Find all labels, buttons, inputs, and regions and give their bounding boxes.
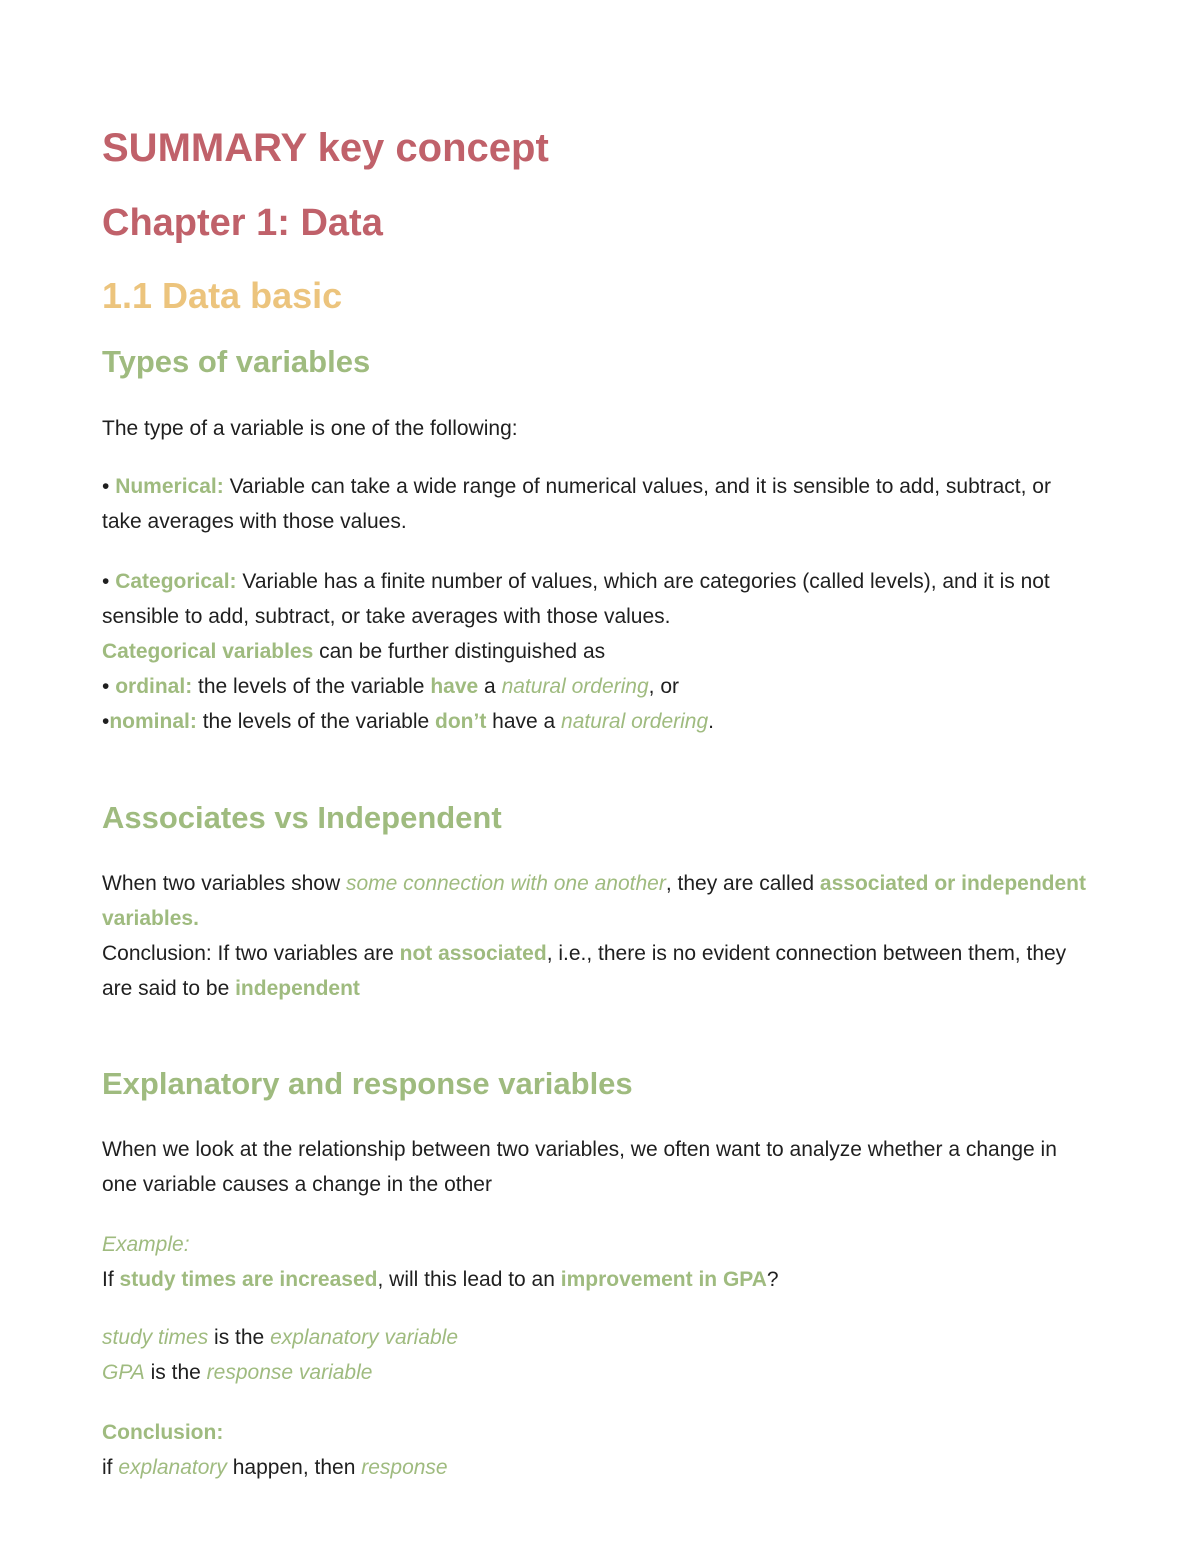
assoc-text: , they are called [665, 872, 820, 895]
nominal-text: . [708, 710, 714, 733]
conclusion-text: happen, then [226, 1456, 362, 1479]
assoc-paragraph [102, 866, 1092, 1006]
nominal-italic: natural ordering [561, 710, 709, 733]
question-text: If [102, 1268, 120, 1291]
conclusion-text: , i.e., there is no evident connection between them, they are said to be [102, 942, 1067, 1000]
ordinal-italic: natural ordering [501, 675, 649, 698]
numerical-text: Variable can take a wide range of numerical values, and it is sensible to add, subtract, or take averages with those values. [102, 475, 1051, 533]
assoc-italic: some connection with one another [345, 872, 666, 895]
assoc-text: When two variables show [102, 872, 346, 895]
nominal-text: have a [486, 710, 562, 733]
types-heading: Types of variables [102, 344, 371, 379]
document-title: SUMMARY key concept [102, 126, 549, 170]
study-times-italic: study times [102, 1326, 209, 1349]
chapter-heading: Chapter 1: Data [102, 202, 383, 244]
categorical-bullet [102, 564, 1092, 739]
explanatory-intro: When we look at the relationship between two variables, we often want to analyze whether a change in one variable causes a change in the other [102, 1138, 1057, 1196]
independent-emph: independent [235, 977, 360, 1000]
ordinal-text: , or [648, 675, 679, 698]
line-text: is the [208, 1326, 271, 1349]
response-variable-italic: response variable [206, 1361, 373, 1384]
categorical-variables-term: Categorical variables [102, 640, 314, 663]
nominal-term: nominal: [109, 710, 197, 733]
gpa-italic: GPA [102, 1361, 145, 1384]
not-associated-emph: not associated [399, 942, 547, 965]
response-italic: response [361, 1456, 448, 1479]
explanatory-italic: explanatory [118, 1456, 227, 1479]
categorical-term: Categorical: [115, 570, 237, 593]
conclusion-block [102, 1415, 1092, 1485]
conclusion-label: Conclusion: [102, 1421, 224, 1444]
line-text: is the [144, 1361, 207, 1384]
assoc-heading: Associates vs Independent [102, 800, 502, 835]
nominal-emph: don’t [435, 710, 487, 733]
bullet-marker: • [102, 475, 116, 498]
conclusion-text: if [102, 1456, 119, 1479]
example-label: Example: [102, 1233, 190, 1256]
ordinal-emph: have [430, 675, 479, 698]
question-emph: study times are increased [119, 1268, 378, 1291]
ordinal-term: ordinal: [115, 675, 193, 698]
types-intro: The type of a variable is one of the following: [102, 417, 518, 440]
conclusion-text: Conclusion: If two variables are [102, 942, 400, 965]
bullet-marker: • [102, 570, 116, 593]
explanatory-heading: Explanatory and response variables [102, 1066, 633, 1101]
variables-block [102, 1320, 1092, 1390]
question-text: ? [766, 1268, 779, 1291]
explanatory-variable-italic: explanatory variable [270, 1326, 459, 1349]
numerical-bullet [102, 469, 1092, 539]
ordinal-text: a [478, 675, 502, 698]
ordinal-text: the levels of the variable [192, 675, 431, 698]
example-block [102, 1227, 1092, 1297]
question-emph: improvement in GPA [560, 1268, 767, 1291]
section-heading: 1.1 Data basic [102, 275, 343, 316]
bullet-marker: • [102, 675, 116, 698]
nominal-text: the levels of the variable [196, 710, 435, 733]
numerical-term: Numerical: [115, 475, 224, 498]
bullet-marker: • [102, 710, 110, 733]
question-text: , will this lead to an [377, 1268, 561, 1291]
categorical-text: Variable has a finite number of values, which are categories (called levels), and it is not sensible to add, subtract, or take averages with those values. [102, 570, 1050, 628]
assoc-emph: associated or independent variables. [102, 872, 1086, 930]
further-text: can be further distinguished as [313, 640, 606, 663]
